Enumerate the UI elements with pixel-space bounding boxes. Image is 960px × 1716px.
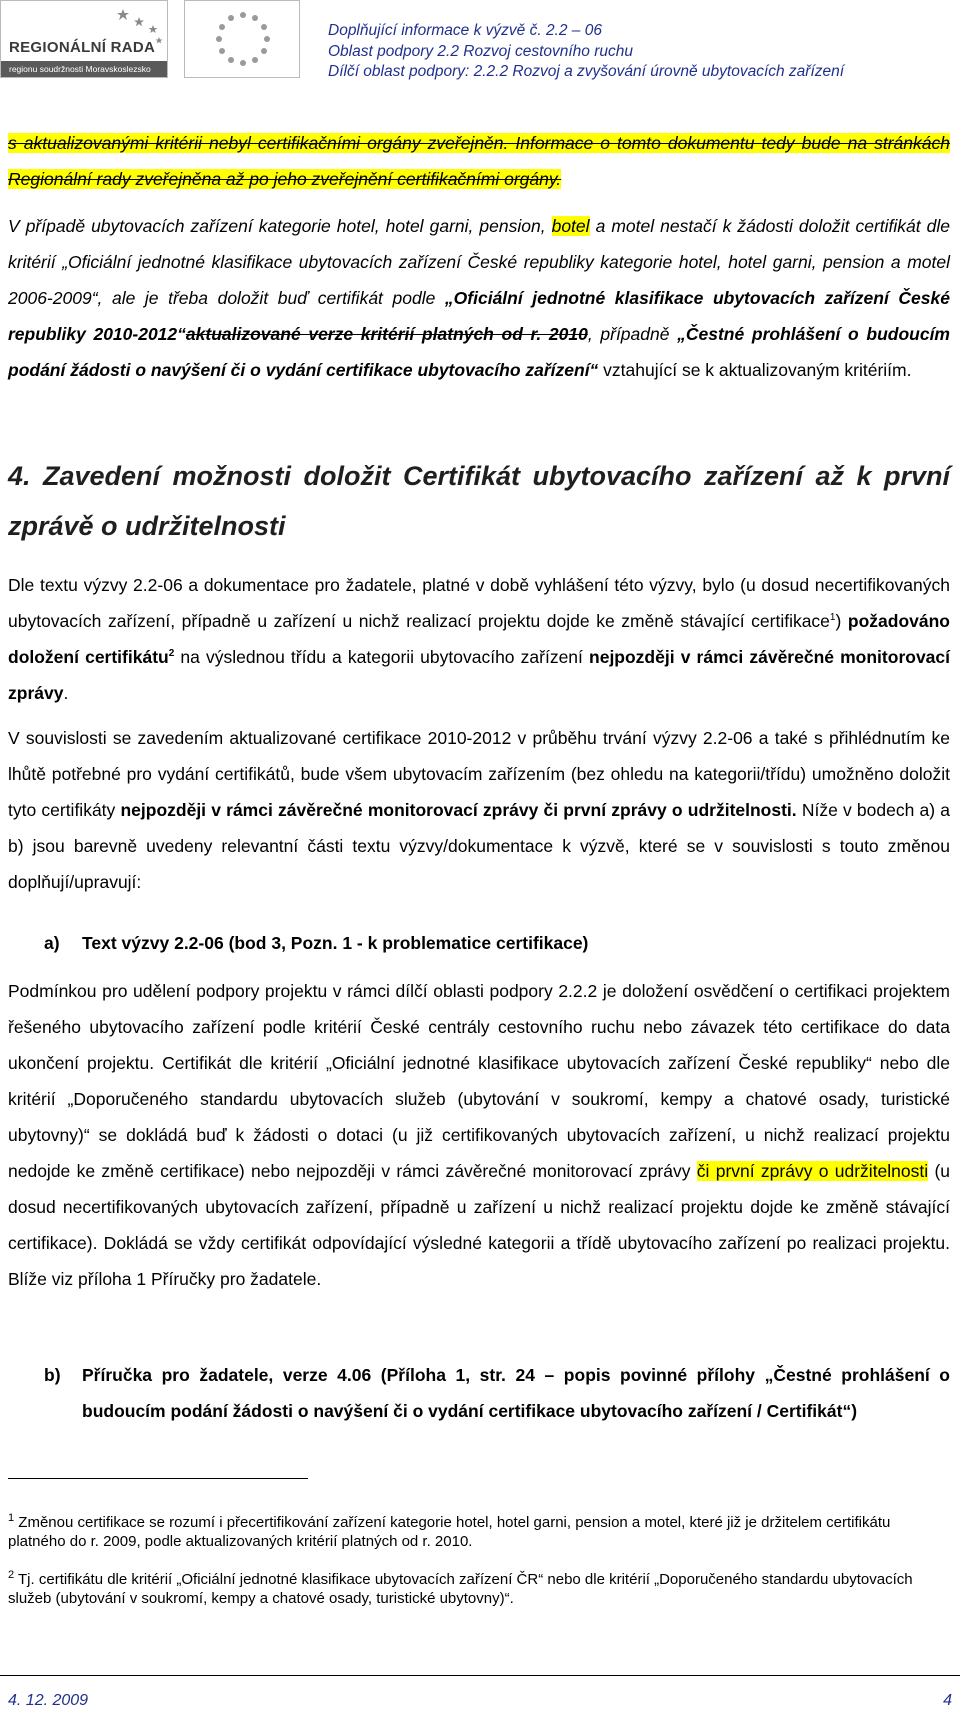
text-span: (u dosud necertifikovaných ubytovacích zařízení, případně u zařízení u nichž realizací projektu dojde ke změně stávající certifikace). Dokládá se vždy certifikát odpovídající výsledné kategorii a třídě ubytovacího zařízení po realizaci projektu. Blíže viz příloha 1 Příručky pro žadatele. (8, 1161, 951, 1289)
footnote-number: 2 (8, 1569, 15, 1581)
footnote-text: Tj. certifikátu dle kritérií „Oficiální jednotné klasifikace ubytovacích zařízení ČR“ nebo dle kritérií „Doporučeného standardu ubytovacích služeb (ubytování v soukromí, kempy a chatové osady, turistické ubytovny)“. (8, 1571, 913, 1607)
text-span: a motel nestačí k žádosti doložit certifikát dle kritérií „Oficiální jednotné klasifikace ubytovacích zařízení České republiky kategorie hotel, hotel garni, pension a motel 2006-2009“, ale je třeba doložit buď certifikát podle (8, 216, 950, 308)
text-span: , případně (587, 324, 678, 344)
text-span: Dle textu výzvy 2.2-06 a dokumentace pro žadatele, platné v době vyhlášení této výzvy, bylo (u dosud necertifikovaných ubytovacích zařízení, případně u zařízení u nichž realizací projektu dojde ke změně stávající certifikace (8, 575, 950, 631)
bold-text: požadováno doložení certifikátu (8, 611, 950, 667)
footnote-1 (8, 1513, 950, 1551)
page-number: 4 (943, 1692, 952, 1709)
text-span: V souvislosti se zavedením aktualizované certifikace 2010-2012 v průběhu trvání výzvy 2.2-06 a také s přihlédnutím ke lhůtě potřebné pro vydání certifikátů, bude všem ubytovacím zařízením (bez ohledu na kategorii/třídu) umožněno doložit tyto certifikáty (8, 728, 950, 820)
paragraph-2 (8, 208, 950, 388)
paragraph-4 (8, 720, 950, 900)
item-b-text: Příručka pro žadatele, verze 4.06 (Příloha 1, str. 24 – popis povinné přílohy „Čestné prohlášení o budoucím podání žádosti o navýšení či o vydání certifikace ubytovacího zařízení / Certifikát“) (82, 1365, 950, 1421)
footnote-2 (8, 1570, 950, 1608)
bold-text: nejpozději v rámci závěrečné monitorovací zprávy (8, 647, 950, 703)
text-span: vztahující se k aktualizovaným kritériím. (598, 360, 912, 380)
logo-subtitle: regionu soudržnosti Moravskoslezsko (1, 61, 167, 77)
paragraph-3 (8, 567, 950, 711)
highlighted-text: botel (551, 216, 590, 236)
header-line-1: Doplňující informace k výzvě č. 2.2 – 06 (328, 22, 602, 39)
text-span: V případě ubytovacích zařízení kategorie hotel, hotel garni, pension, (8, 216, 552, 236)
item-a-label: a) (44, 933, 60, 953)
item-b-label: b) (44, 1365, 61, 1385)
footnote-number: 1 (8, 1512, 15, 1524)
logo-title: REGIONÁLNÍ RADA (9, 39, 156, 56)
text-span: Podmínkou pro udělení podpory projektu v rámci dílčí oblasti podpory 2.2.2 je doložení osvědčení o certifikaci projektem řešeného ubytovacího zařízení podle kritérií České centrály cestovního ruchu nebo závazek této certifikace do data ukončení projektu. Certifikát dle kritérií „Oficiální jednotné klasifikace ubytovacích zařízení České republiky“ nebo dle kritérií „Doporučeného standardu ubytovacích služeb (ubytování v soukromí, kempy a chatové osady, turistické ubytovny)“ se dokládá buď k žádosti o dotaci (u již certifikovaných ubytovacích zařízení, u nichž realizací projektu nedojde ke změně certifikace) nebo nejpozději v rámci závěrečné monitorovací zprávy (8, 981, 950, 1181)
footnote-divider (8, 1478, 308, 1479)
item-a-text: Text výzvy 2.2-06 (bod 3, Pozn. 1 - k problematice certifikace) (82, 933, 589, 953)
regional-council-logo (0, 0, 168, 78)
eu-stars-icon (185, 1, 301, 79)
text-span: . (63, 683, 69, 703)
bold-text: „Oficiální jednotné klasifikace ubytovacích zařízení České republiky 2010-2012“ (8, 288, 950, 344)
section-heading: 4. Zavedení možnosti doložit Certifikát ubytovacího zařízení až k první zprávě o udržitelnosti (8, 461, 950, 541)
document-header (328, 21, 948, 83)
footnote-ref: 1 (829, 612, 836, 624)
bold-text: „Čestné prohlášení o budoucím podání žádosti o navýšení či o vydání certifikace ubytovacího zařízení“ (8, 324, 950, 380)
highlighted-text: s aktualizovanými kritérii nebyl certifikačními orgány zveřejněn. Informace o tomto dokumentu tedy bude na stránkách Regionální rady zveřejněna až po jeho zveřejnění certifikačními orgány. (8, 133, 950, 189)
header-line-2: Oblast podpory 2.2 Rozvoj cestovního ruchu (328, 42, 634, 60)
header-line-3: Dílčí oblast podpory: 2.2.2 Rozvoj a zvyšování úrovně ubytovacích zařízení (328, 63, 845, 80)
footnote-text: Změnou certifikace se rozumí i přecertifikování zařízení kategorie hotel, hotel garni, pension a motel, které již je držitelem certifikátu platného do r. 2009, podle aktualizovaných kritérií platných od r. 2010. (8, 1514, 891, 1550)
footnote-ref: 2 (168, 648, 175, 660)
text-span: Níže v bodech a) a b) jsou barevně uvedeny relevantní části textu výzvy/dokumentace k výzvě, které se v souvislosti s touto změnou doplňují/upravují: (8, 800, 950, 892)
paragraph-5 (8, 973, 950, 1297)
eu-logo (184, 0, 300, 78)
text-span: ) (835, 611, 848, 631)
text-span: na výslednou třídu a kategorii ubytovacího zařízení (174, 647, 590, 667)
struck-text: aktualizované verze kritérií platných od r. 2010 (185, 324, 588, 344)
bold-text: nejpozději v rámci závěrečné monitorovací zprávy či první zprávy o udržitelnosti. (120, 800, 797, 820)
highlighted-text: či první zprávy o udržitelnosti (696, 1161, 929, 1181)
footer-date: 4. 12. 2009 (8, 1692, 89, 1709)
paragraph-1 (8, 125, 950, 197)
footer-divider (0, 1675, 960, 1676)
